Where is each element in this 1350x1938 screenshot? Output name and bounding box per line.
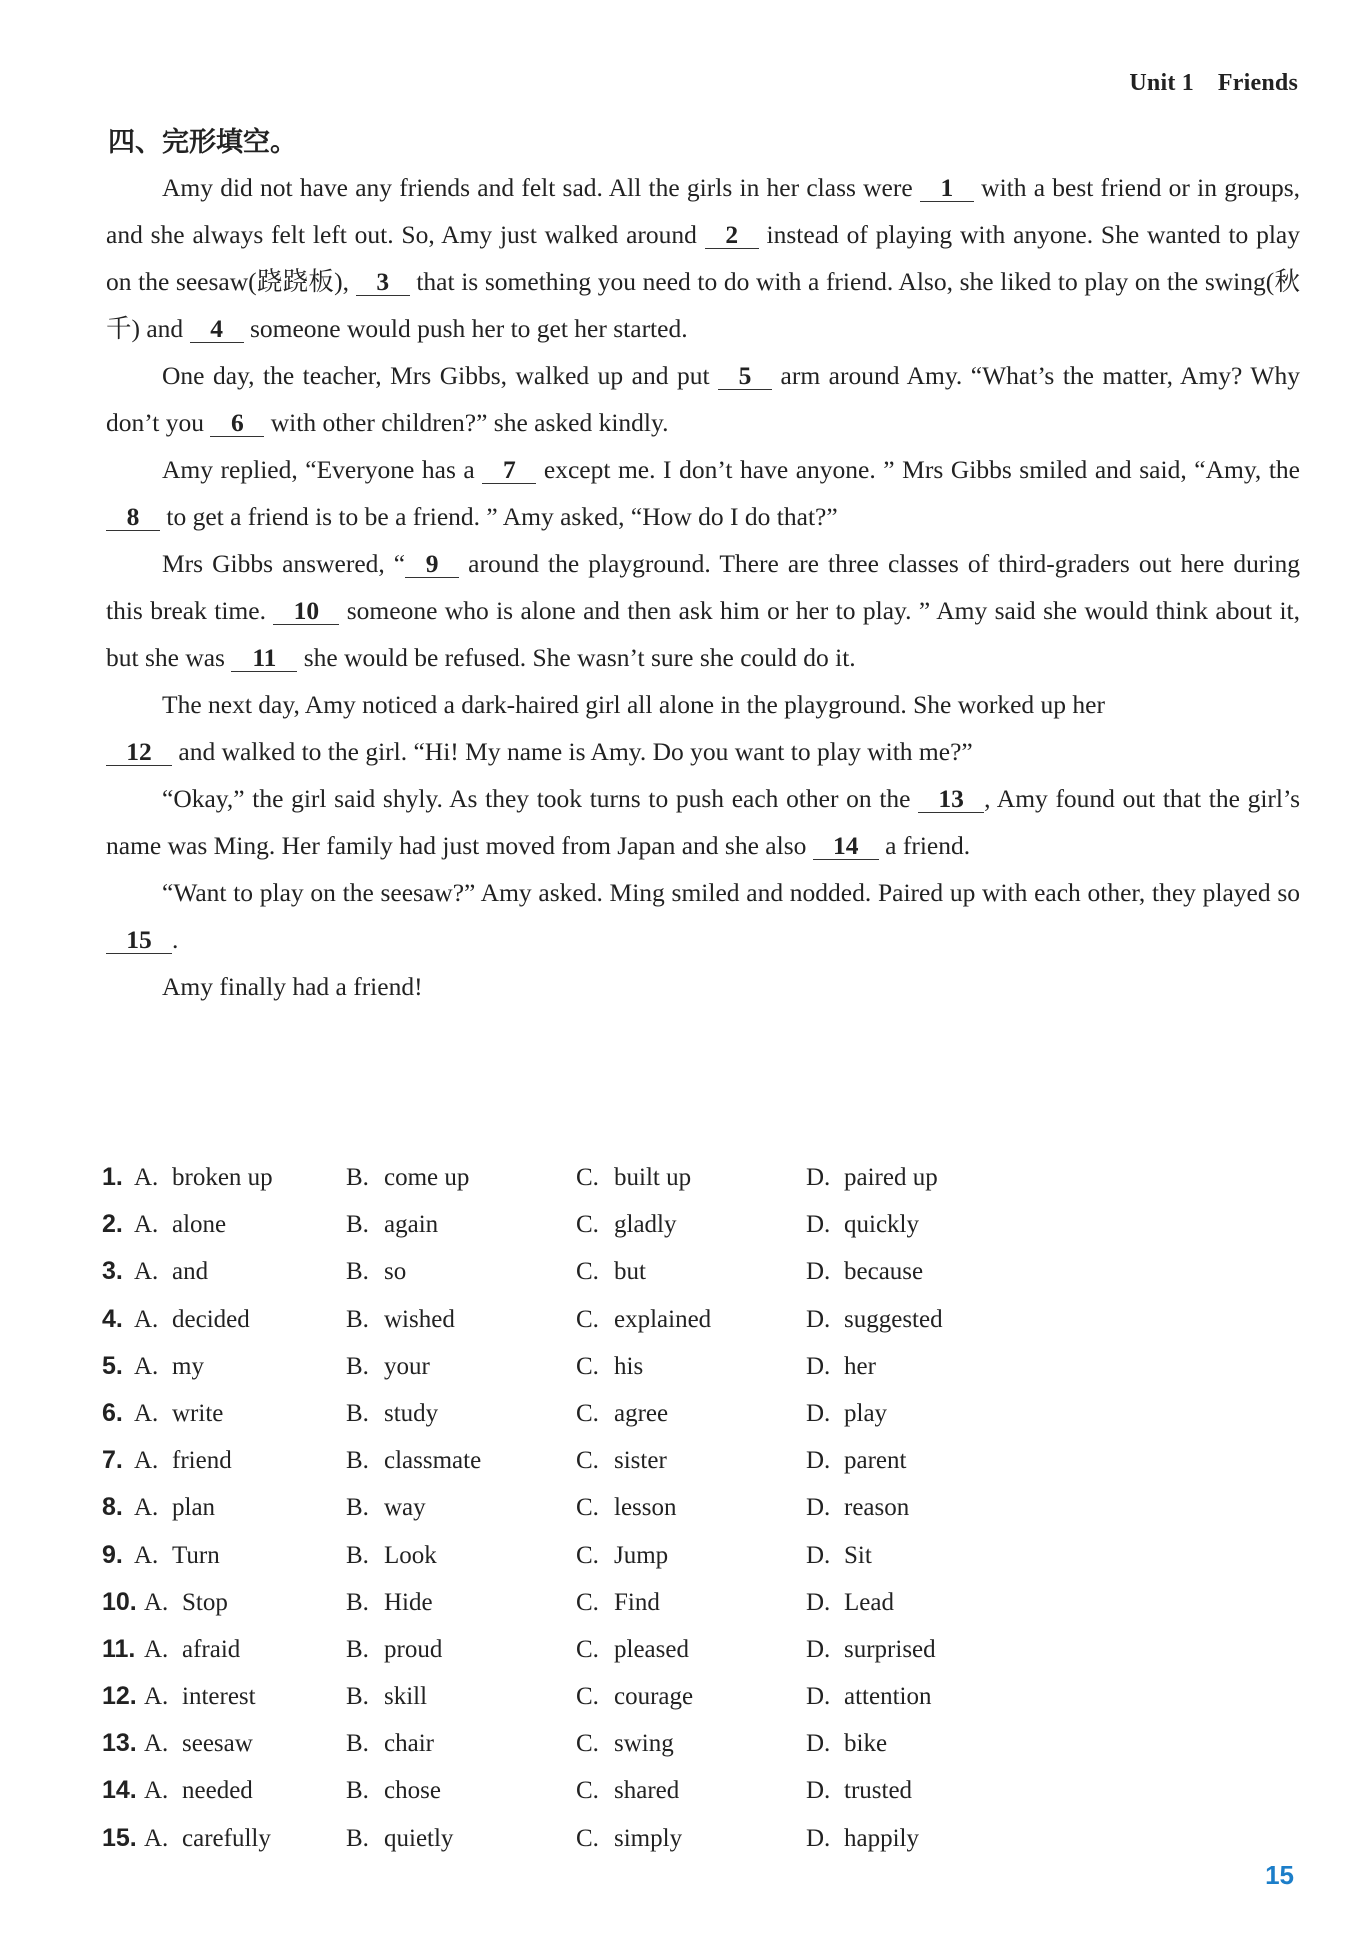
option-text: her xyxy=(844,1352,876,1380)
option-letter: C. xyxy=(576,1730,599,1758)
option-letter: A. xyxy=(134,1352,159,1380)
passage-text: , Amy found out that the girl’s name was Ming. Her family had just moved from Japan and she also xyxy=(106,784,1300,860)
option-b[interactable] xyxy=(346,1484,426,1531)
passage-text: around the playground. There are three classes of third-graders out here during this break time. xyxy=(106,549,1300,625)
option-text: Hide xyxy=(384,1588,433,1616)
passage-paragraph xyxy=(106,352,1300,446)
option-letter: B. xyxy=(346,1588,369,1616)
passage-text: with a best friend or in groups, and she always felt left out. So, Amy just walked around xyxy=(106,173,1300,249)
option-letter: B. xyxy=(346,1258,369,1286)
option-letter: A. xyxy=(134,1399,159,1427)
option-letter: B. xyxy=(346,1730,369,1758)
blank-2[interactable]: 2 xyxy=(705,222,759,249)
option-letter: B. xyxy=(346,1824,369,1852)
passage-text: “Want to play on the seesaw?” Amy asked. Ming smiled and nodded. Paired up with each other, they played so xyxy=(162,878,1300,907)
question-number: 11. xyxy=(102,1634,136,1663)
option-text: simply xyxy=(614,1824,683,1852)
option-letter: A. xyxy=(134,1541,159,1569)
question-number: 8. xyxy=(102,1493,123,1522)
option-letter: D. xyxy=(806,1305,831,1333)
passage-paragraph xyxy=(106,963,1300,1010)
option-d[interactable] xyxy=(806,1673,931,1720)
option-b[interactable] xyxy=(346,1767,441,1814)
question-row xyxy=(102,1579,1282,1626)
option-a[interactable] xyxy=(134,1390,223,1437)
option-text: quickly xyxy=(844,1211,919,1239)
option-c[interactable] xyxy=(576,1532,668,1579)
option-b[interactable] xyxy=(346,1248,406,1295)
option-c[interactable] xyxy=(576,1815,682,1862)
option-letter: D. xyxy=(806,1635,831,1663)
option-letter: D. xyxy=(806,1211,831,1239)
option-text: parent xyxy=(844,1447,907,1475)
option-text: and xyxy=(172,1258,209,1286)
option-letter: C. xyxy=(576,1211,599,1239)
question-number: 12. xyxy=(102,1682,137,1711)
option-letter: A. xyxy=(144,1824,169,1852)
passage-text: someone would push her to get her started. xyxy=(243,314,688,343)
option-text: alone xyxy=(172,1211,227,1239)
option-c[interactable] xyxy=(576,1154,691,1201)
option-text: Lead xyxy=(844,1588,894,1616)
question-row xyxy=(102,1437,1282,1484)
option-c[interactable] xyxy=(576,1579,660,1626)
passage-paragraph xyxy=(106,681,1300,775)
option-text: broken up xyxy=(172,1164,273,1191)
question-row xyxy=(102,1767,1282,1814)
option-letter: B. xyxy=(346,1494,369,1522)
question-number: 7. xyxy=(102,1446,123,1475)
option-c[interactable] xyxy=(576,1296,711,1343)
option-d[interactable] xyxy=(806,1720,887,1767)
option-c[interactable] xyxy=(576,1673,693,1720)
option-a[interactable] xyxy=(134,1484,215,1531)
option-letter: A. xyxy=(134,1447,159,1475)
blank-10[interactable]: 10 xyxy=(273,598,339,625)
question-number: 5. xyxy=(102,1351,123,1380)
option-a[interactable] xyxy=(144,1579,228,1626)
option-letter: D. xyxy=(806,1777,831,1805)
passage-text: and walked to the girl. “Hi! My name is Amy. Do you want to play with me?” xyxy=(172,737,973,766)
option-b[interactable] xyxy=(346,1579,433,1626)
option-text: write xyxy=(172,1399,224,1427)
option-letter: C. xyxy=(576,1164,599,1191)
option-letter: B. xyxy=(346,1447,369,1475)
option-text: sister xyxy=(614,1447,667,1475)
option-a[interactable] xyxy=(144,1673,256,1720)
option-text: but xyxy=(614,1258,646,1286)
option-letter: A. xyxy=(144,1635,169,1663)
option-d[interactable] xyxy=(806,1437,906,1484)
passage-paragraph xyxy=(106,869,1300,963)
option-b[interactable] xyxy=(346,1343,430,1390)
option-text: proud xyxy=(384,1635,443,1663)
option-a[interactable] xyxy=(134,1248,208,1295)
option-text: gladly xyxy=(614,1211,677,1239)
option-a[interactable] xyxy=(144,1815,271,1862)
option-letter: B. xyxy=(346,1683,369,1711)
option-letter: B. xyxy=(346,1777,369,1805)
option-letter: C. xyxy=(576,1399,599,1427)
option-letter: C. xyxy=(576,1824,599,1852)
passage-text: Amy did not have any friends and felt sad. All the girls in her class were xyxy=(162,173,920,202)
option-letter: A. xyxy=(134,1258,159,1286)
option-letter: D. xyxy=(806,1683,831,1711)
option-text: again xyxy=(384,1211,439,1239)
question-row xyxy=(102,1390,1282,1437)
option-d[interactable] xyxy=(806,1296,943,1343)
passage-paragraph xyxy=(106,775,1300,869)
option-letter: A. xyxy=(134,1494,159,1522)
option-text: decided xyxy=(172,1305,250,1333)
option-c[interactable] xyxy=(576,1720,674,1767)
option-letter: B. xyxy=(346,1635,369,1663)
option-letter: D. xyxy=(806,1399,831,1427)
option-letter: D. xyxy=(806,1541,831,1569)
blank-11[interactable]: 11 xyxy=(231,645,297,672)
option-letter: A. xyxy=(144,1683,169,1711)
option-b[interactable] xyxy=(346,1626,442,1673)
option-text: courage xyxy=(614,1683,694,1711)
question-row xyxy=(102,1154,1282,1201)
option-text: way xyxy=(384,1494,426,1522)
passage-text: to get a friend is to be a friend. ” Amy asked, “How do I do that?” xyxy=(160,502,838,531)
option-text: built up xyxy=(614,1164,692,1191)
option-letter: C. xyxy=(576,1588,599,1616)
option-b[interactable] xyxy=(346,1201,438,1248)
option-text: plan xyxy=(172,1494,216,1522)
question-number: 4. xyxy=(102,1304,123,1333)
option-a[interactable] xyxy=(134,1201,226,1248)
question-number: 14. xyxy=(102,1776,137,1805)
question-row xyxy=(102,1248,1282,1295)
unit-label: Unit 1 xyxy=(1129,70,1194,96)
blank-8[interactable]: 8 xyxy=(106,504,160,531)
question-row xyxy=(102,1626,1282,1673)
answer-options xyxy=(102,1154,1282,1862)
option-text: friend xyxy=(172,1447,232,1475)
option-text: Sit xyxy=(844,1541,872,1569)
option-letter: D. xyxy=(806,1164,831,1191)
option-text: because xyxy=(844,1258,924,1286)
option-letter: A. xyxy=(134,1305,159,1333)
blank-1[interactable]: 1 xyxy=(920,175,974,202)
question-number: 13. xyxy=(102,1729,137,1758)
option-text: Find xyxy=(614,1588,660,1616)
option-letter: B. xyxy=(346,1211,369,1239)
option-text: surprised xyxy=(844,1635,936,1663)
question-row xyxy=(102,1296,1282,1343)
option-d[interactable] xyxy=(806,1767,912,1814)
question-row xyxy=(102,1532,1282,1579)
option-letter: B. xyxy=(346,1399,369,1427)
option-letter: C. xyxy=(576,1305,599,1333)
option-letter: C. xyxy=(576,1683,599,1711)
option-text: carefully xyxy=(182,1824,271,1852)
option-text: happily xyxy=(844,1824,919,1852)
option-letter: B. xyxy=(346,1164,369,1191)
page-number: 15 xyxy=(1265,1860,1294,1890)
option-a[interactable] xyxy=(144,1626,240,1673)
option-c[interactable] xyxy=(576,1767,679,1814)
option-a[interactable] xyxy=(144,1720,253,1767)
option-text: play xyxy=(844,1399,888,1427)
option-text: explained xyxy=(614,1305,712,1333)
passage-text: a friend. xyxy=(878,831,971,860)
option-letter: A. xyxy=(144,1588,169,1616)
option-b[interactable] xyxy=(346,1154,469,1201)
question-number: 6. xyxy=(102,1398,123,1427)
passage-text: instead of playing with anyone. She wanted to play on the seesaw(跷跷板), xyxy=(106,220,1300,296)
blank-6[interactable]: 6 xyxy=(210,410,264,437)
option-text: wished xyxy=(384,1305,455,1333)
option-text: swing xyxy=(614,1730,674,1758)
option-letter: C. xyxy=(576,1777,599,1805)
option-letter: C. xyxy=(576,1447,599,1475)
question-number: 2. xyxy=(102,1210,123,1239)
option-b[interactable] xyxy=(346,1532,437,1579)
passage-text: with other children?” she asked kindly. xyxy=(264,408,669,437)
option-letter: B. xyxy=(346,1541,369,1569)
passage-text: she would be refused. She wasn’t sure she could do it. xyxy=(297,643,856,672)
passage-paragraph xyxy=(106,540,1300,681)
passage-text: arm around Amy. “What’s the matter, Amy? Why don’t you xyxy=(106,361,1300,437)
option-letter: D. xyxy=(806,1352,831,1380)
option-letter: C. xyxy=(576,1352,599,1380)
option-text: shared xyxy=(614,1777,680,1805)
passage-text: One day, the teacher, Mrs Gibbs, walked up and put xyxy=(162,361,719,390)
option-text: needed xyxy=(182,1777,253,1805)
question-number: 10. xyxy=(102,1587,137,1616)
passage-text: that is something you need to do with a friend. Also, she liked to play on the swing(秋千) and xyxy=(106,267,1300,343)
blank-12[interactable]: 12 xyxy=(106,739,172,766)
option-a[interactable] xyxy=(134,1296,250,1343)
passage-text: “Okay,” the girl said shyly. As they took turns to push each other on the xyxy=(162,784,919,813)
passage-text: Amy finally had a friend! xyxy=(162,972,423,1001)
option-letter: B. xyxy=(346,1352,369,1380)
option-text: Stop xyxy=(182,1588,228,1616)
option-text: chose xyxy=(384,1777,441,1805)
option-text: Turn xyxy=(172,1541,220,1569)
option-text: your xyxy=(384,1352,430,1380)
option-a[interactable] xyxy=(134,1437,232,1484)
option-text: reason xyxy=(844,1494,910,1522)
passage-text: Mrs Gibbs answered, “ xyxy=(162,549,406,578)
question-number: 3. xyxy=(102,1257,123,1286)
option-letter: A. xyxy=(134,1211,159,1239)
question-row xyxy=(102,1343,1282,1390)
option-d[interactable] xyxy=(806,1532,872,1579)
passage-text: . xyxy=(172,925,179,954)
option-c[interactable] xyxy=(576,1390,668,1437)
question-row xyxy=(102,1201,1282,1248)
option-text: his xyxy=(614,1352,644,1380)
option-letter: D. xyxy=(806,1258,831,1286)
question-row xyxy=(102,1484,1282,1531)
option-text: lesson xyxy=(614,1494,677,1522)
question-number: 9. xyxy=(102,1540,123,1569)
option-b[interactable] xyxy=(346,1296,455,1343)
option-c[interactable] xyxy=(576,1626,689,1673)
option-c[interactable] xyxy=(576,1248,646,1295)
option-a[interactable] xyxy=(144,1767,253,1814)
option-letter: A. xyxy=(134,1164,159,1191)
option-b[interactable] xyxy=(346,1673,427,1720)
option-c[interactable] xyxy=(576,1343,643,1390)
option-d[interactable] xyxy=(806,1201,919,1248)
blank-15[interactable]: 15 xyxy=(106,927,172,954)
option-letter: D. xyxy=(806,1588,831,1616)
option-a[interactable] xyxy=(134,1343,204,1390)
question-row xyxy=(102,1720,1282,1767)
section-title: 四、完形填空。 xyxy=(108,127,297,158)
option-letter: C. xyxy=(576,1494,599,1522)
option-letter: D. xyxy=(806,1824,831,1852)
blank-7[interactable]: 7 xyxy=(482,457,536,484)
option-text: seesaw xyxy=(182,1730,253,1758)
option-d[interactable] xyxy=(806,1248,923,1295)
blank-3[interactable]: 3 xyxy=(356,269,410,296)
option-text: attention xyxy=(844,1683,932,1711)
option-text: bike xyxy=(844,1730,888,1758)
option-text: study xyxy=(384,1399,439,1427)
option-d[interactable] xyxy=(806,1626,936,1673)
option-c[interactable] xyxy=(576,1484,677,1531)
option-d[interactable] xyxy=(806,1154,938,1201)
blank-14[interactable]: 14 xyxy=(813,833,879,860)
option-letter: D. xyxy=(806,1447,831,1475)
option-text: paired up xyxy=(844,1164,938,1191)
option-letter: C. xyxy=(576,1541,599,1569)
option-text: classmate xyxy=(384,1447,482,1475)
option-c[interactable] xyxy=(576,1201,677,1248)
option-text: Jump xyxy=(614,1541,669,1569)
option-text: quietly xyxy=(384,1824,454,1852)
option-letter: C. xyxy=(576,1258,599,1286)
option-letter: A. xyxy=(144,1730,169,1758)
option-letter: D. xyxy=(806,1730,831,1758)
cloze-passage xyxy=(106,164,1300,1010)
option-b[interactable] xyxy=(346,1815,453,1862)
option-text: afraid xyxy=(182,1635,241,1663)
option-text: trusted xyxy=(844,1777,913,1805)
option-d[interactable] xyxy=(806,1579,894,1626)
passage-text: The next day, Amy noticed a dark-haired girl all alone in the playground. She worked up her xyxy=(162,690,1105,719)
option-letter: A. xyxy=(144,1777,169,1805)
blank-5[interactable]: 5 xyxy=(718,363,772,390)
option-d[interactable] xyxy=(806,1343,876,1390)
option-letter: D. xyxy=(806,1494,831,1522)
question-number: 15. xyxy=(102,1823,137,1852)
option-text: interest xyxy=(182,1683,256,1711)
option-text: chair xyxy=(384,1730,434,1758)
passage-paragraph xyxy=(106,446,1300,540)
passage-text: someone who is alone and then ask him or her to play. ” Amy said she would think about it, but she was xyxy=(106,596,1301,672)
option-text: Look xyxy=(384,1541,437,1569)
option-a[interactable] xyxy=(134,1154,273,1201)
option-text: pleased xyxy=(614,1635,689,1663)
option-a[interactable] xyxy=(134,1532,220,1579)
option-b[interactable] xyxy=(346,1390,438,1437)
question-row xyxy=(102,1815,1282,1862)
option-d[interactable] xyxy=(806,1484,909,1531)
question-number: 1. xyxy=(102,1163,123,1191)
option-d[interactable] xyxy=(806,1815,919,1862)
option-b[interactable] xyxy=(346,1720,434,1767)
option-c[interactable] xyxy=(576,1437,667,1484)
option-text: come up xyxy=(384,1164,470,1191)
option-b[interactable] xyxy=(346,1437,481,1484)
passage-paragraph xyxy=(106,164,1300,352)
passage-text: Amy replied, “Everyone has a xyxy=(162,455,483,484)
option-text: skill xyxy=(384,1683,428,1711)
blank-9[interactable]: 9 xyxy=(405,551,459,578)
blank-4[interactable]: 4 xyxy=(190,316,244,343)
unit-title: Friends xyxy=(1217,70,1298,96)
question-row xyxy=(102,1673,1282,1720)
running-head xyxy=(1129,70,1298,97)
blank-13[interactable]: 13 xyxy=(918,786,984,813)
option-text: suggested xyxy=(844,1305,943,1333)
option-letter: C. xyxy=(576,1635,599,1663)
passage-text: except me. I don’t have anyone. ” Mrs Gibbs smiled and said, “Amy, the xyxy=(536,455,1300,484)
option-text: so xyxy=(384,1258,407,1286)
option-text: my xyxy=(172,1352,204,1380)
option-d[interactable] xyxy=(806,1390,887,1437)
option-text: agree xyxy=(614,1399,669,1427)
option-letter: B. xyxy=(346,1305,369,1333)
